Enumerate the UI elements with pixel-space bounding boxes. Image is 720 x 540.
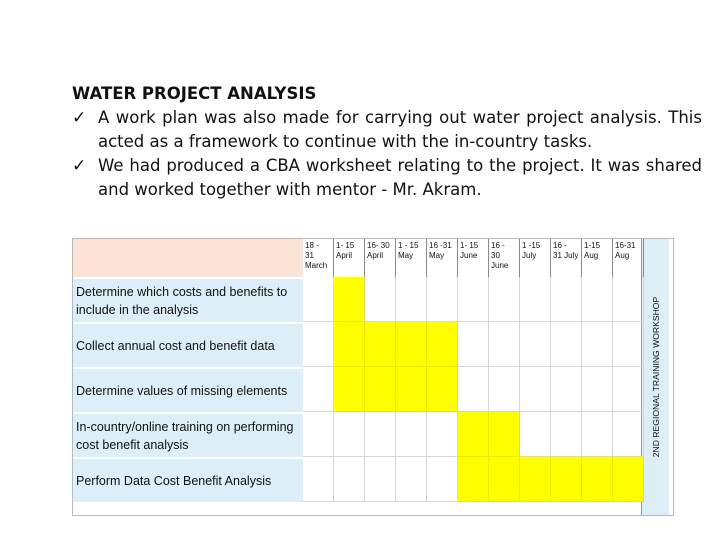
bullet-item — [72, 106, 702, 154]
bullet-text: A work plan was also made for carrying out water project analysis. This acted as a framework to continue with the in-country tasks. — [98, 108, 702, 151]
active-period-cell — [489, 412, 520, 457]
period-cell — [458, 322, 489, 367]
period-cell — [334, 412, 365, 457]
active-period-cell — [551, 457, 582, 502]
period-cell — [303, 322, 334, 367]
period-cell — [489, 277, 520, 322]
active-period-cell — [365, 322, 396, 367]
period-header: 16-31 Aug — [613, 239, 644, 277]
period-cell — [489, 367, 520, 412]
check-icon: ✓ — [72, 108, 87, 128]
period-cell — [582, 412, 613, 457]
active-period-cell — [396, 322, 427, 367]
task-row — [73, 322, 303, 367]
period-cell — [551, 322, 582, 367]
period-header: 16 -31 May — [427, 239, 458, 277]
bullet-text: We had produced a CBA worksheet relating to the project. It was shared and worked together with mentor - Mr. Akram. — [98, 156, 702, 199]
period-header: 16- 30 April — [365, 239, 396, 277]
active-period-cell — [613, 457, 644, 502]
period-cell — [396, 412, 427, 457]
workshop-column — [641, 239, 669, 515]
period-cell — [334, 457, 365, 502]
period-cell — [551, 367, 582, 412]
period-header: 18 - 31 March — [303, 239, 334, 277]
task-row — [73, 277, 303, 322]
period-cell — [427, 412, 458, 457]
work-plan-gantt — [72, 238, 674, 516]
period-cell — [396, 457, 427, 502]
period-cell — [520, 322, 551, 367]
gantt-header-blank — [73, 239, 303, 277]
active-period-cell — [427, 367, 458, 412]
period-cell — [365, 457, 396, 502]
period-header: 1- 15 June — [458, 239, 489, 277]
period-header: 1-15 Aug — [582, 239, 613, 277]
period-cell — [582, 322, 613, 367]
period-header: 1 -15 July — [520, 239, 551, 277]
period-cell — [303, 277, 334, 322]
period-cell — [582, 367, 613, 412]
period-cell — [458, 277, 489, 322]
period-cell — [551, 277, 582, 322]
bullet-item — [72, 154, 702, 202]
period-cell — [365, 277, 396, 322]
period-header: 16 - 31 July — [551, 239, 582, 277]
period-cell — [520, 412, 551, 457]
period-cell — [303, 457, 334, 502]
task-label: Determine which costs and benefits to include in the analysis — [76, 284, 288, 317]
active-period-cell — [427, 322, 458, 367]
check-icon: ✓ — [72, 156, 87, 176]
task-row — [73, 457, 303, 502]
active-period-cell — [489, 457, 520, 502]
period-cell — [303, 367, 334, 412]
active-period-cell — [334, 322, 365, 367]
workshop-label: 2ND REGIONAL TRAINING WORKSHOP — [650, 296, 661, 458]
period-cell — [613, 412, 644, 457]
period-cell — [489, 322, 520, 367]
period-cell — [520, 367, 551, 412]
task-label: Perform Data Cost Benefit Analysis — [76, 473, 272, 488]
period-cell — [613, 367, 644, 412]
active-period-cell — [458, 457, 489, 502]
task-row — [73, 367, 303, 412]
period-cell — [551, 412, 582, 457]
period-header: 1 - 15 May — [396, 239, 427, 277]
period-cell — [303, 412, 334, 457]
active-period-cell — [334, 277, 365, 322]
period-cell — [582, 277, 613, 322]
period-cell — [396, 277, 427, 322]
active-period-cell — [396, 367, 427, 412]
active-period-cell — [365, 367, 396, 412]
period-cell — [613, 277, 644, 322]
active-period-cell — [582, 457, 613, 502]
period-cell — [427, 457, 458, 502]
period-cell — [458, 367, 489, 412]
period-cell — [520, 277, 551, 322]
period-cell — [613, 322, 644, 367]
period-header: 16 - 30 June — [489, 239, 520, 277]
period-cell — [427, 277, 458, 322]
task-label: In-country/online training on performing cost benefit analysis — [76, 419, 294, 452]
period-cell — [365, 412, 396, 457]
active-period-cell — [520, 457, 551, 502]
period-header: 1- 15 April — [334, 239, 365, 277]
slide-title: WATER PROJECT ANALYSIS — [72, 84, 317, 103]
task-label: Determine values of missing elements — [76, 383, 288, 398]
active-period-cell — [458, 412, 489, 457]
task-label: Collect annual cost and benefit data — [76, 338, 275, 353]
task-row — [73, 412, 303, 457]
active-period-cell — [334, 367, 365, 412]
slide-text — [72, 82, 702, 202]
